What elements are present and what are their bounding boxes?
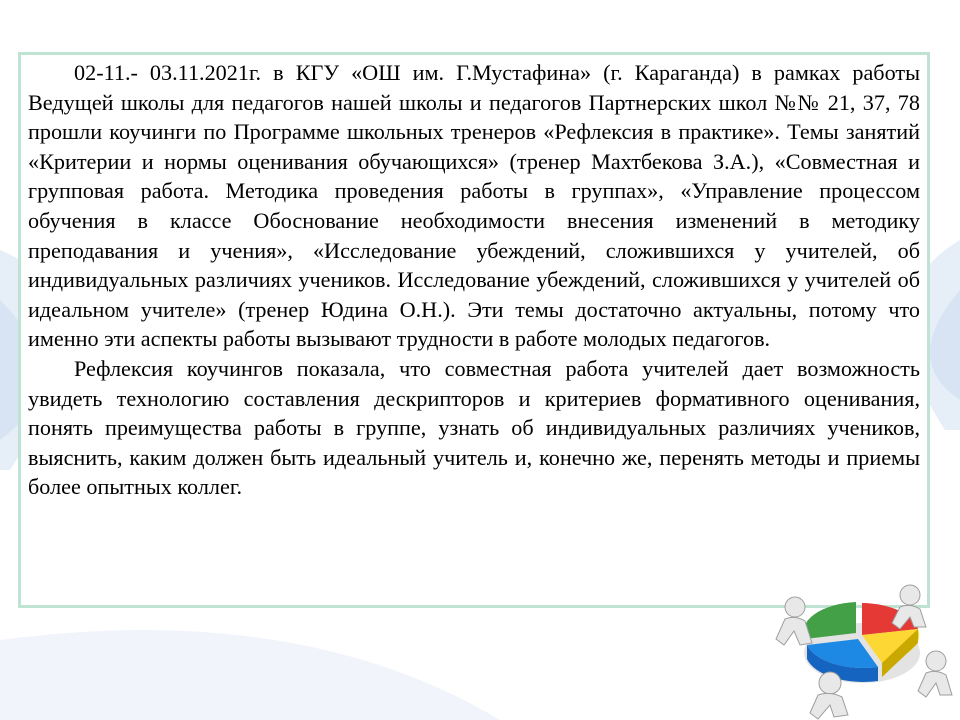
people-with-pie-chart-icon [770,565,960,720]
paragraph-reflection: Рефлексия коучингов показала, что совместная работа учителей дает возможность увидеть технологию составления дескрипторов и критериев формативного оценивания, понять преимущества работы в группе, узнать об индивидуальных различиях учеников, выяснить, каким должен быть идеальный учитель и, конечно же, перенять методы и приемы более опытных коллег. [28,355,920,500]
slide-text [28,58,920,502]
paragraph-coaching-info: 02-11.- 03.11.2021г. в КГУ «ОШ им. Г.Мустафина» (г. Караганда) в рамках работы Ведущей школы для педагогов нашей школы и педагогов Партнерских школ №№ 21, 37, 78 прошли коучинги по Программе школьных тренеров «Рефлексия в практике». Темы занятий «Критерии и нормы оценивания обучающихся» (тренер Махтбекова З.А.), «Совместная и групповая работа. Методика проведения работы в группах», «Управление процессом обучения в классе Обоснование необходимости внесения изменений в методику преподавания и учения», «Исследование убеждений, сложившихся у учителей, об индивидуальных различиях учеников. Исследование убеждений, сложившихся у учителей об идеальном учителе» (тренер Юдина О.Н.). Эти темы достаточно актуальны, потому что именно эти аспекты работы вызывают трудности в работе молодых педагогов. [28,60,920,352]
